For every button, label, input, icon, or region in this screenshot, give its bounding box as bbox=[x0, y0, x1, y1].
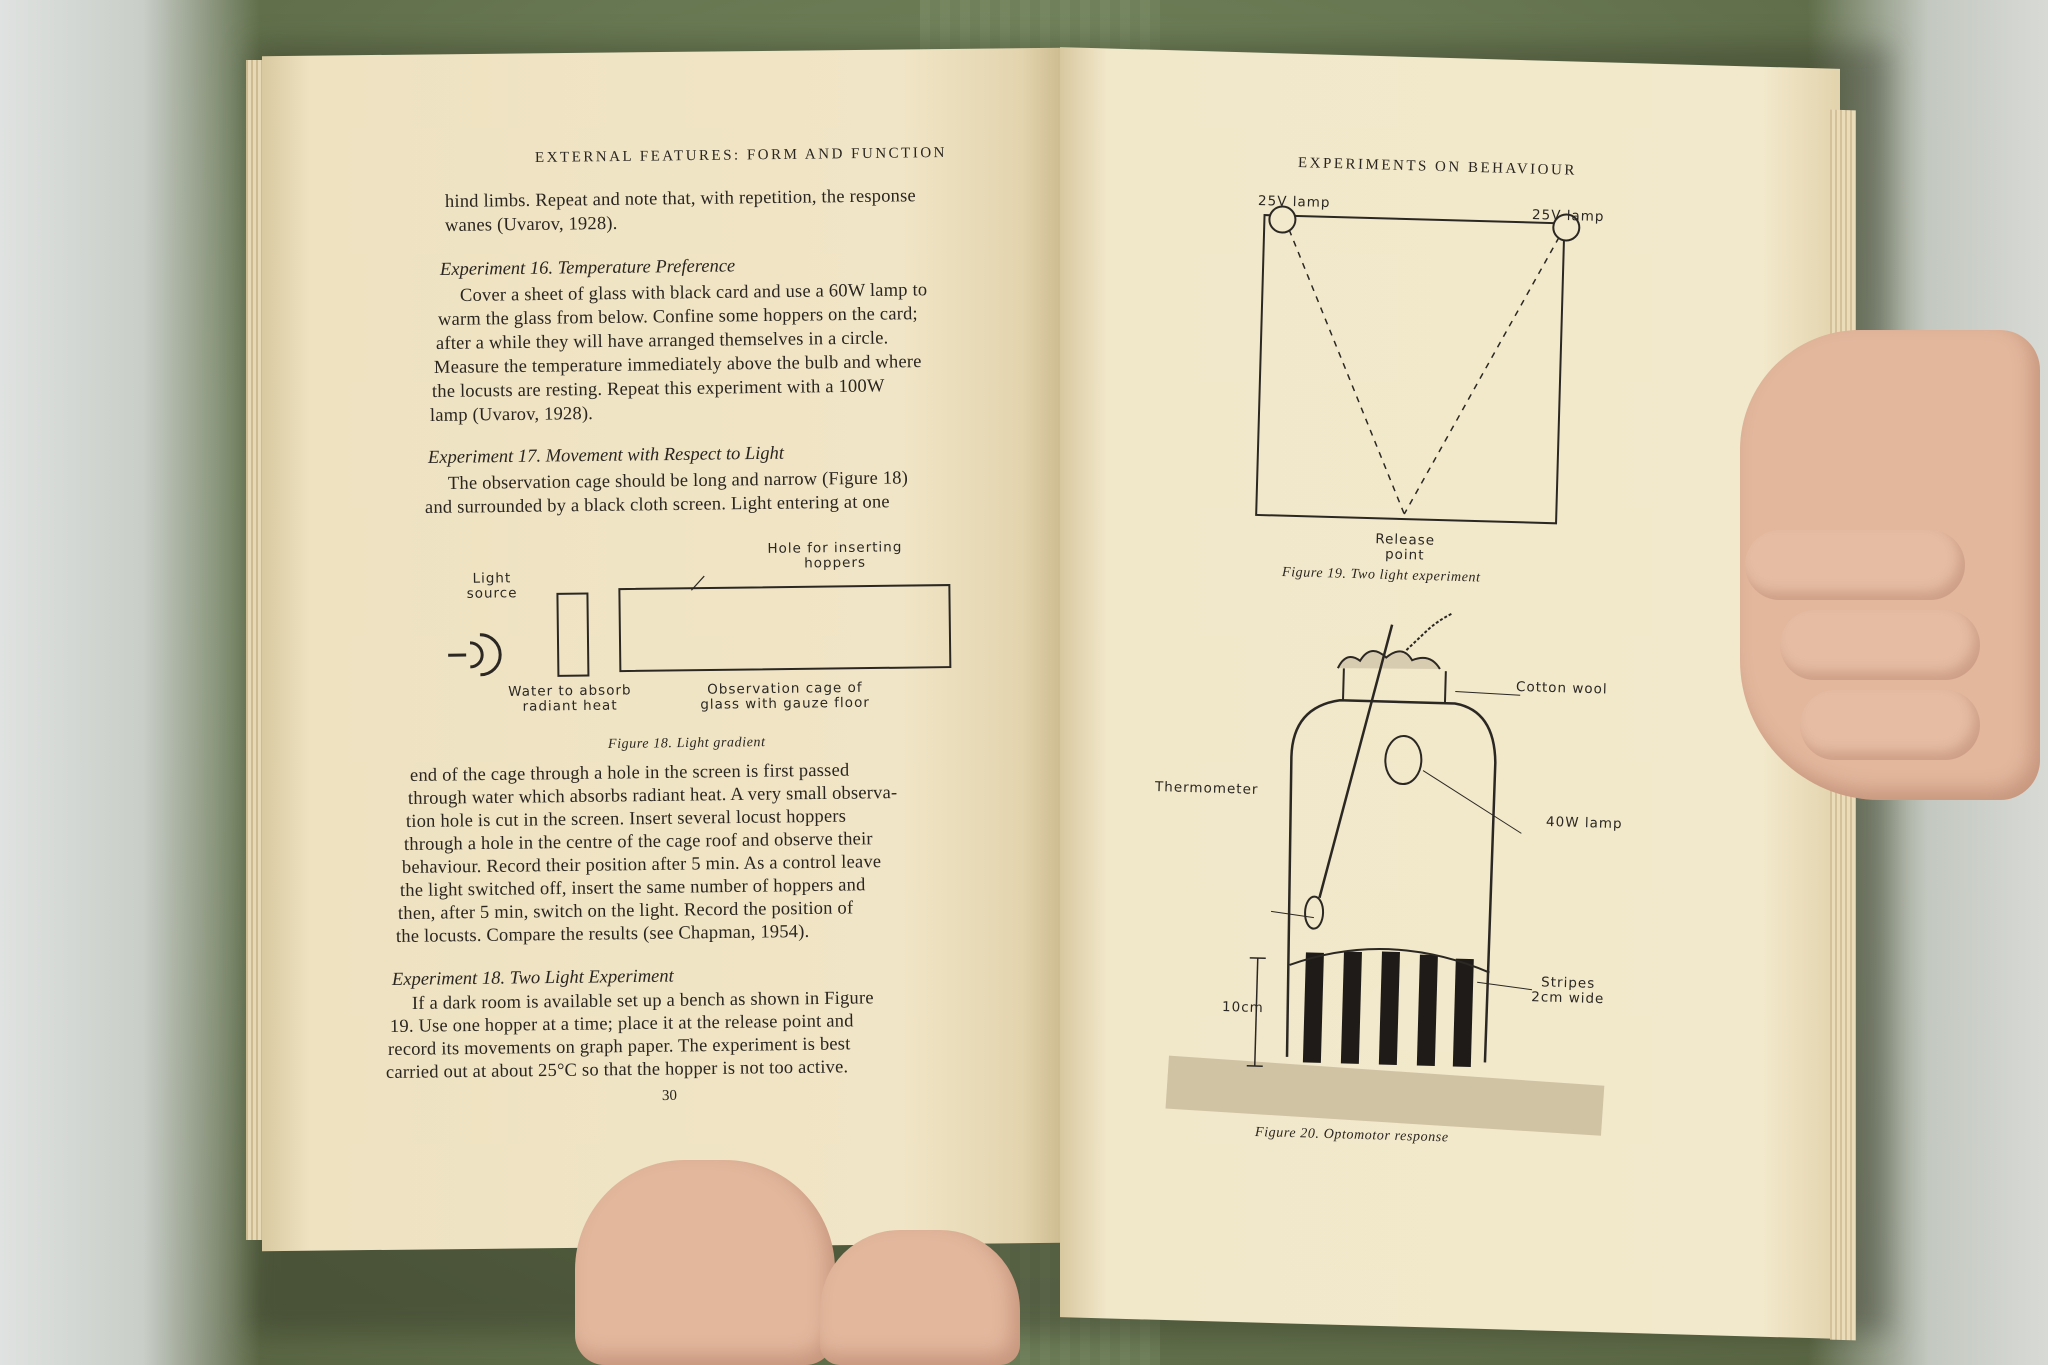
text-line: carried out at about 25°C so that the hopper is not too active. bbox=[385, 1057, 849, 1083]
heading-experiment-16: Experiment 16. Temperature Preference bbox=[439, 256, 736, 280]
text-line: end of the cage through a hole in the screen is first passed bbox=[409, 760, 850, 786]
label-40w-lamp: 40W lamp bbox=[1545, 814, 1623, 833]
label-cotton-wool: Cotton wool bbox=[1515, 679, 1608, 698]
left-running-head: EXTERNAL FEATURES: FORM AND FUNCTION bbox=[534, 144, 948, 166]
text-line: behaviour. Record their position after 5 min. As a control leave bbox=[401, 852, 882, 878]
figure-20-caption: Figure 20. Optomotor response bbox=[1254, 1125, 1449, 1146]
text-line: hind limbs. Repeat and note that, with repetition, the response bbox=[444, 186, 916, 212]
text-line: lamp (Uvarov, 1928). bbox=[429, 404, 594, 426]
surface-shading bbox=[1165, 1056, 1605, 1136]
finger bbox=[1780, 610, 1980, 680]
label-stripes: Stripes 2cm wide bbox=[1531, 974, 1605, 1008]
background-left bbox=[0, 0, 260, 1365]
text-line: after a while they will have arranged themselves in a circle. bbox=[435, 328, 889, 354]
text-line: then, after 5 min, switch on the light. Record the position of bbox=[397, 898, 854, 924]
label-hole: Hole for inserting hoppers bbox=[767, 539, 903, 572]
figure-18-caption: Figure 18. Light gradient bbox=[607, 735, 766, 752]
label-height: 10cm bbox=[1221, 999, 1264, 1017]
cotton-wool bbox=[1338, 650, 1440, 671]
text-line: through a hole in the centre of the cage roof and observe their bbox=[403, 829, 873, 855]
left-thumb bbox=[575, 1160, 835, 1365]
text-line: and surrounded by a black cloth screen. Light entering at one bbox=[424, 492, 890, 518]
bulb-icon bbox=[1385, 736, 1422, 785]
text-line: 19. Use one hopper at a time; place it at the release point and bbox=[389, 1011, 854, 1037]
label-lamp-right: 25V lamp bbox=[1531, 207, 1605, 226]
text-line: Cover a sheet of glass with black card and use a 60W lamp to bbox=[459, 280, 928, 306]
text-line: The observation cage should be long and narrow (Figure 18) bbox=[447, 468, 909, 494]
text-line: If a dark room is available set up a bench as shown in Figure bbox=[411, 988, 874, 1014]
label-thermometer: Thermometer bbox=[1154, 779, 1259, 798]
left-hand-fingers bbox=[820, 1230, 1020, 1365]
text-line: Measure the temperature immediately above the bulb and where bbox=[433, 352, 922, 378]
label-water: Water to absorb radiant heat bbox=[508, 682, 632, 715]
label-light-source: Light source bbox=[466, 570, 518, 602]
bench-outline bbox=[1256, 215, 1564, 523]
finger bbox=[1745, 530, 1965, 600]
observation-cage bbox=[619, 585, 950, 671]
text-line: the locusts. Compare the results (see Chapman, 1954). bbox=[395, 921, 810, 947]
wire bbox=[1406, 612, 1452, 651]
text-line: wanes (Uvarov, 1928). bbox=[444, 213, 618, 236]
label-cage: Observation cage of glass with gauze floor bbox=[700, 679, 870, 713]
heading-experiment-17: Experiment 17. Movement with Respect to Light bbox=[427, 443, 785, 468]
light-source-icon bbox=[448, 635, 500, 676]
figure-19-diagram bbox=[1240, 190, 1640, 570]
text-line: warm the glass from below. Confine some hoppers on the card; bbox=[437, 304, 918, 330]
text-line: through water which absorbs radiant heat. A very small observa- bbox=[407, 783, 898, 809]
label-release-point: Release point bbox=[1375, 531, 1436, 564]
label-lamp-left: 25V lamp bbox=[1257, 193, 1331, 212]
right-running-head: EXPERIMENTS ON BEHAVIOUR bbox=[1297, 155, 1578, 179]
page-number: 30 bbox=[661, 1087, 678, 1104]
heading-experiment-18: Experiment 18. Two Light Experiment bbox=[391, 966, 674, 990]
jar-neck bbox=[1343, 668, 1446, 703]
finger bbox=[1800, 690, 1980, 760]
text-line: record its movements on graph paper. The experiment is best bbox=[387, 1034, 851, 1060]
text-line: tion hole is cut in the screen. Insert several locust hoppers bbox=[405, 806, 847, 832]
text-line: the locusts are resting. Repeat this experiment with a 100W bbox=[431, 376, 885, 402]
water-container bbox=[557, 593, 588, 675]
figure-19-caption: Figure 19. Two light experiment bbox=[1281, 565, 1481, 586]
text-line: the light switched off, insert the same number of hoppers and bbox=[399, 875, 866, 901]
lamp-left-icon bbox=[1269, 206, 1296, 233]
